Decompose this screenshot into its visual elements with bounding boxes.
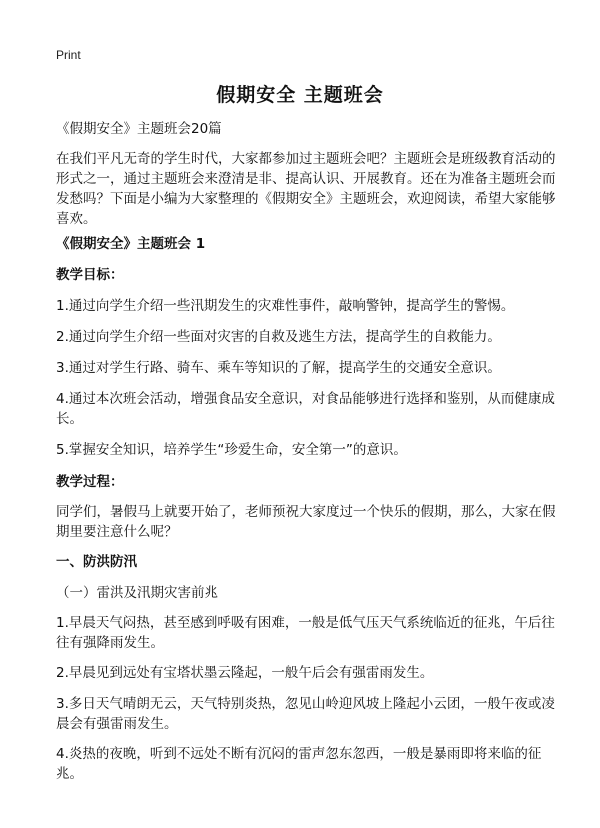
goal-item: 4.通过本次班会活动，增强食品安全意识，对食品能够进行选择和鉴别，从而健康成长。 [56,391,555,427]
print-link[interactable]: Print [56,48,81,62]
part-heading: 一、防洪防汛 [56,554,137,570]
process-paragraph: 同学们，暑假马上就要开始了，老师预祝大家度过一个快乐的假期，那么，大家在假期里要注意什么呢？ [56,504,556,540]
goal-item: 1.通过向学生介绍一些汛期发生的灾难性事件，敲响警钟，提高学生的警惕。 [56,298,515,314]
subtitle: 《假期安全》主题班会20篇 [56,121,222,137]
part-subheading: （一）雷洪及汛期灾害前兆 [56,585,218,601]
section-heading: 《假期安全》主题班会 1 [56,236,206,252]
process-heading: 教学过程： [56,474,124,490]
sign-item: 1.早晨天气闷热，甚至感到呼吸有困难，一般是低气压天气系统临近的征兆，午后往往有强降雨发生。 [56,615,555,651]
sign-item: 4.炎热的夜晚，听到不远处不断有沉闷的雷声忽东忽西，一般是暴雨即将来临的征兆。 [56,746,542,782]
goal-item: 5.掌握安全知识，培养学生“珍爱生命，安全第一”的意识。 [56,442,407,458]
intro-paragraph: 在我们平凡无奇的学生时代，大家都参加过主题班会吧？主题班会是班级教育活动的形式之一，通过主题班会来澄清是非、提高认识、开展教育。还在为准备主题班会而发愁吗？下面是小编为大家整理的《假期安全》主题班会，欢迎阅读，希望大家能够喜欢。 [56,151,556,227]
page-title: 假期安全 主题班会 [216,84,384,106]
goals-heading: 教学目标： [56,267,124,283]
goal-item: 2.通过向学生介绍一些面对灾害的自救及逃生方法，提高学生的自救能力。 [56,329,501,345]
goal-item: 3.通过对学生行路、骑车、乘车等知识的了解，提高学生的交通安全意识。 [56,360,501,376]
sign-item: 2.早晨见到远处有宝塔状墨云隆起，一般午后会有强雷雨发生。 [56,665,434,681]
sign-item: 3.多日天气晴朗无云，天气特别炎热，忽见山岭迎风坡上隆起小云团，一般午夜或凌晨会有强雷雨发生。 [56,696,555,732]
